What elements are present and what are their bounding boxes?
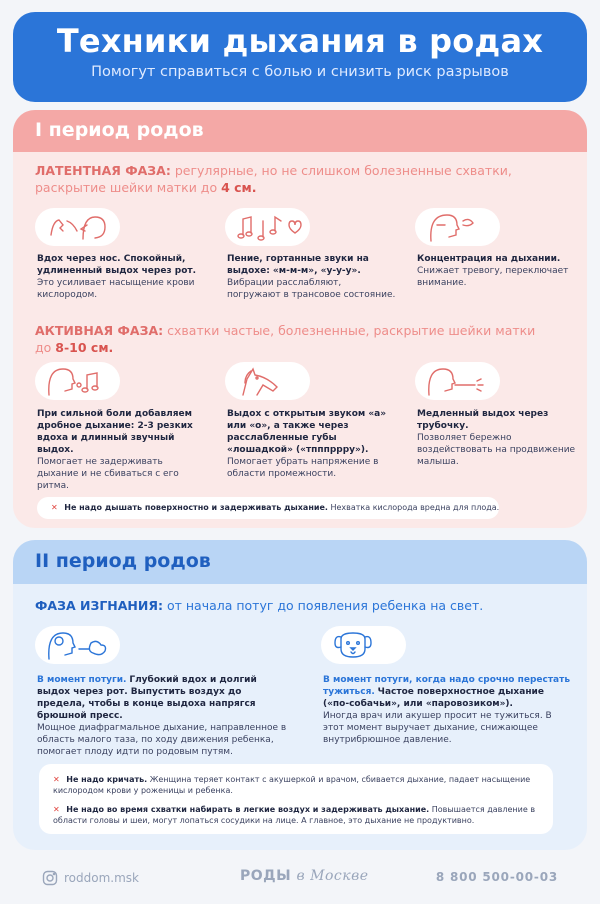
active-phase-desc: схватки частые, болезненные, раскрытие шейки матки до [35, 323, 536, 355]
active-item-3-title: Медленный выдох через трубочку. [417, 409, 549, 431]
period-1-section [13, 110, 587, 528]
latent-item-3-title: Концентрация на дыхании. [417, 254, 561, 264]
phone-number[interactable]: 8 800 500-00-03 [435, 870, 558, 884]
footer [0, 862, 600, 896]
active-item-1-note: Помогает не задерживать дыхание и не сбиваться с его ритма. [37, 457, 179, 491]
expulsion-left-note: Мощное диафрагмальное дыхание, направленное в область малого таза, по ходу движения ребенка, помогает плоду идти по родовым путям. [37, 723, 287, 757]
expulsion-right-lead: В момент потуги, когда надо срочно перестать тужиться. [323, 675, 571, 697]
latent-phase-heading [35, 162, 555, 196]
period-2-section [13, 540, 587, 850]
singing-breath-icon [35, 362, 120, 400]
period-1-warning-text: Нехватка кислорода вредна для плода. [330, 503, 500, 512]
active-phase-heading [35, 322, 555, 356]
period-2-warning-2 [53, 804, 539, 826]
latent-item-3-note: Снижает тревогу, переключает внимание. [417, 266, 569, 288]
period-1-warning [37, 497, 499, 519]
latent-item-2 [227, 253, 397, 301]
expulsion-right-note: Иногда врач или акушер просит не тужиться. В этот момент выручает дыхание, снижающее внутрибрюшное давление. [323, 711, 552, 745]
active-item-3-note: Позволяет бережно воздействовать на продвижение малыша. [417, 433, 576, 467]
period-2-warning-2-bold: Не надо во время схватки набирать в легкие воздух и задерживать дыхание. [66, 805, 430, 814]
period-2-warning-1-text: Женщина теряет контакт с акушеркой и врачом, сбивается дыхание, падает насыщение кислородом крови у роженицы и ребенка. [53, 775, 531, 795]
nose-breathing-icon [35, 208, 120, 246]
music-notes-icon [225, 208, 310, 246]
latent-item-2-title: Пение, гортанные звуки на выдохе: «м-м-м», «у-у-у». [227, 254, 369, 276]
instagram-icon [42, 870, 58, 886]
active-item-2 [227, 408, 397, 480]
expulsion-right-bold: Частое поверхностное дыхание («по-собачьи», или «паровозиком»). [323, 687, 544, 709]
expulsion-phase-desc: от начала потуг до появления ребенка на свет. [166, 598, 484, 613]
period-1-warning-bold: Не надо дышать поверхностно и задерживать дыхание. [64, 503, 328, 512]
brand-logo-text-b: в Москве [296, 868, 369, 884]
period-2-title: II период родов [13, 540, 587, 584]
latent-phase-desc: регулярные, но не слишком болезненные схватки, раскрытие шейки матки до [35, 163, 512, 195]
expulsion-left-bold: Глубокий вдох и долгий выдох через рот. Выпустить воздух до предела, чтобы в конце выдоха напрягся брюшной пресс. [37, 675, 257, 721]
latent-item-2-note: Вибрации расслабляют, погружают в трансовое состояние. [227, 278, 396, 300]
expulsion-right-text [323, 674, 573, 746]
period-2-warning-2-text: Повышается давление в области головы и шеи, могут лопаться сосудики на лице. А главное, это дыхание не продуктивно. [53, 805, 536, 825]
cross-icon: ✕ [53, 775, 60, 784]
active-item-1-title: При сильной боли добавляем дробное дыхание: 2-3 резких вдоха и длинный звучный выдох. [37, 409, 193, 455]
dog-icon [321, 626, 406, 664]
active-phase-label: АКТИВНАЯ ФАЗА: [35, 323, 164, 338]
active-phase-value: 8-10 см. [55, 340, 114, 355]
latent-item-3 [417, 253, 587, 289]
expulsion-phase-label: ФАЗА ИЗГНАНИЯ: [35, 598, 163, 613]
expulsion-left-lead: В момент потуги. [37, 675, 127, 685]
header-banner [13, 12, 587, 102]
latent-phase-value: 4 см. [221, 180, 257, 195]
instagram-handle: roddom.msk [64, 871, 139, 885]
period-1-title: I период родов [13, 110, 587, 152]
period-2-warnings [39, 764, 553, 834]
latent-phase-label: ЛАТЕНТНАЯ ФАЗА: [35, 163, 171, 178]
active-item-1 [37, 408, 207, 492]
latent-item-1-note: Это усиливает насыщение крови кислородом. [37, 278, 195, 300]
latent-item-1-title: Вдох через нос. Спокойный, удлиненный выдох через рот. [37, 254, 197, 276]
brand-logo-text-a: РОДЫ [240, 868, 292, 884]
expulsion-phase-heading [35, 598, 483, 613]
page-subtitle: Помогут справиться с болью и снизить риск разрывов [91, 64, 509, 80]
active-item-2-note: Помогает убрать напряжение в области промежности. [227, 457, 379, 479]
horse-icon [225, 362, 310, 400]
expulsion-left-text [37, 674, 287, 758]
cross-icon: ✕ [51, 503, 58, 512]
cross-icon: ✕ [53, 805, 60, 814]
concentration-icon [415, 208, 500, 246]
tube-breath-icon [415, 362, 500, 400]
page-title: Техники дыхания в родах [56, 22, 544, 60]
deep-exhale-icon [35, 626, 120, 664]
latent-item-1 [37, 253, 207, 301]
period-2-warning-1 [53, 774, 539, 796]
active-item-2-title: Выдох с открытым звуком «а» или «о», а также через расслабленные губы «лошадкой» («тпппррру»). [227, 409, 387, 455]
period-2-warning-1-bold: Не надо кричать. [66, 775, 148, 784]
active-item-3 [417, 408, 587, 468]
instagram-link[interactable] [42, 870, 139, 886]
brand-logo [240, 868, 369, 884]
